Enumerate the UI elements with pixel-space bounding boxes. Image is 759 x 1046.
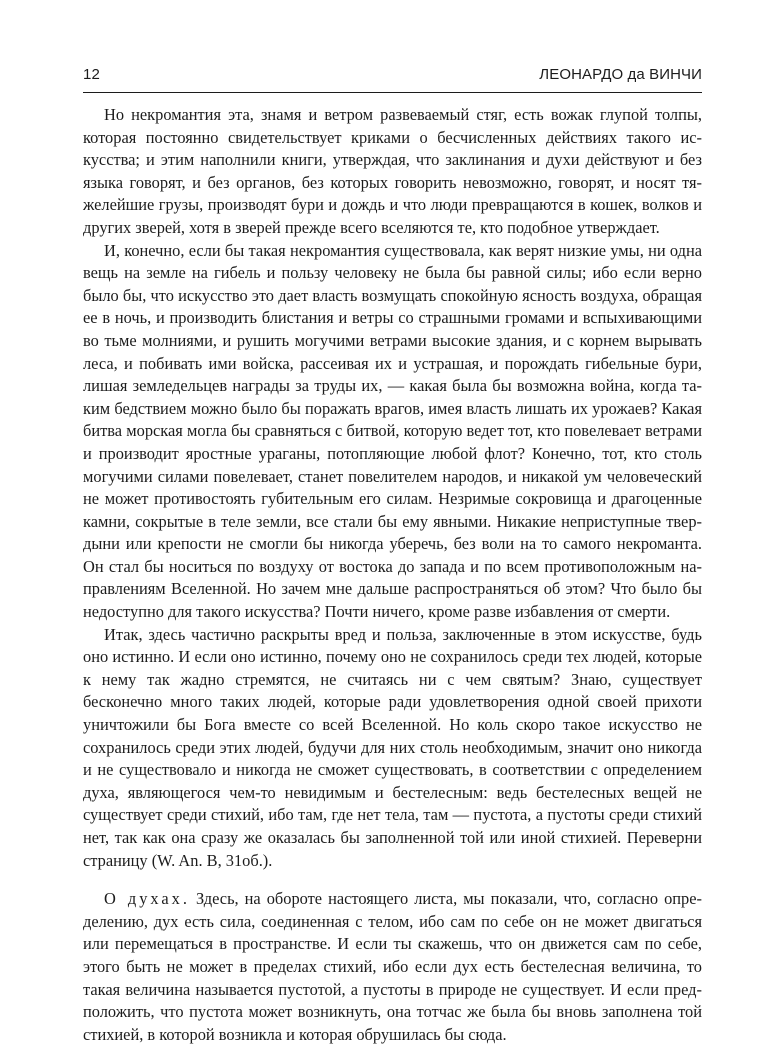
body-text [83,104,702,1046]
section-paragraph [83,888,702,1046]
paragraph-3: Итак, здесь частично раскрыты вред и польза, заключенные в этом искусстве, будь оно истинно. И если оно истинно, почему оно не сохранилось среди тех людей, которые к нему так жадно стремятся, не считаясь ни с чем святым? Знаю, существует бесконечно много таких людей, которые ради удовлетворения одной своей прихоти уничтожили бы Бога вместе со всей Вселенной. Но коль скоро такое искусство не сохранилось среди этих людей, будучи для них столь необходимым, значит оно никогда и не существовало и никогда не сможет существовать, в соответствии с определением духа, являющегося чем-то невидимым и бестелесным: ведь бестелесных вещей не существует среди стихий, ибо там, где нет тела, там — пустота, а пустоты среди стихий нет, так как она сразу же оказалась бы заполненной той или иной стихией. Переверни страницу (W. An. B, 31об.). [83,624,702,870]
section-text: Здесь, на обороте настоящего листа, мы показали, что, согласно определению, дух есть сила, соединенная с телом, ибо сам по себе он не может двигаться или перемещаться в пространстве. И если ты скажешь, что он движется сам по себе, этого быть не может в пределах стихий, ибо если дух есть бестелесная величина, то такая величина называется пустотой, а пустоты в природе не существует. И если предположить, что пустота может возникнуть, она тотчас же была бы вновь заполнена той стихией, в которой возникла и которая обрушилась бы сюда. [83,889,702,1044]
running-header [83,66,702,93]
paragraph-2: И, конечно, если бы такая некромантия существовала, как верят низкие умы, ни одна вещь на земле на гибель и пользу человеку не была бы равной силы; ибо если верно было бы, что искусство это дает власть возмущать спокойную ясность воздуха, обращая ее в ночь, и производить блистания и ветры со страшными громами и вспыхивающими во тьме молниями, и рушить могучими ветрами высокие здания, и с корнем вырывать леса, и побивать ими войска, рассеивая их и устрашая, и порождать гибельные бури, лишая земледельцев награды за труды их, — какая была бы возможна война, когда таким бедствием можно было бы поражать врагов, имея власть лишать их урожаев? Какая битва морская могла бы сравняться с битвой, которую ведет тот, кто повелевает ветрами и производит яростные ураганы, потопляющие любой флот? Конечно, тот, кто столь могучими силами повелевает, станет повелителем народов, и никакой ум человеческий не может противостоять губительным его силам. Незримые сокровища и драгоценные камни, сокрытые в теле земли, все стали бы ему явными. Никакие неприступные твердыни или крепости не смогли бы никогда уберечь, без воли на то самого некроманта. Он стал бы носиться по воздуху от востока до запада и по всем противоположным направлениям Вселенной. Но зачем мне дальше распространяться об этом? Что было бы недоступно для такого искусства? Почти ничего, кроме разве избавления от смерти. [83,240,702,622]
running-title: ЛЕОНАРДО да ВИНЧИ [539,66,702,83]
page-number: 12 [83,66,101,83]
section-heading: О духах. [104,889,190,909]
paragraph-1: Но некромантия эта, знамя и ветром развеваемый стяг, есть вожак глупой толпы, которая постоянно свидетельствует криками о бесчисленных действиях такого искусства; и этим наполнили книги, утверждая, что заклинания и духи действуют и без языка говорят, и без органов, без которых говорить невозможно, говорят, и носят тяжелейшие грузы, производят бури и дождь и что люди превращаются в кошек, волков и других зверей, хотя в зверей прежде всего вселяются те, кто подобное утверждает. [83,105,702,237]
